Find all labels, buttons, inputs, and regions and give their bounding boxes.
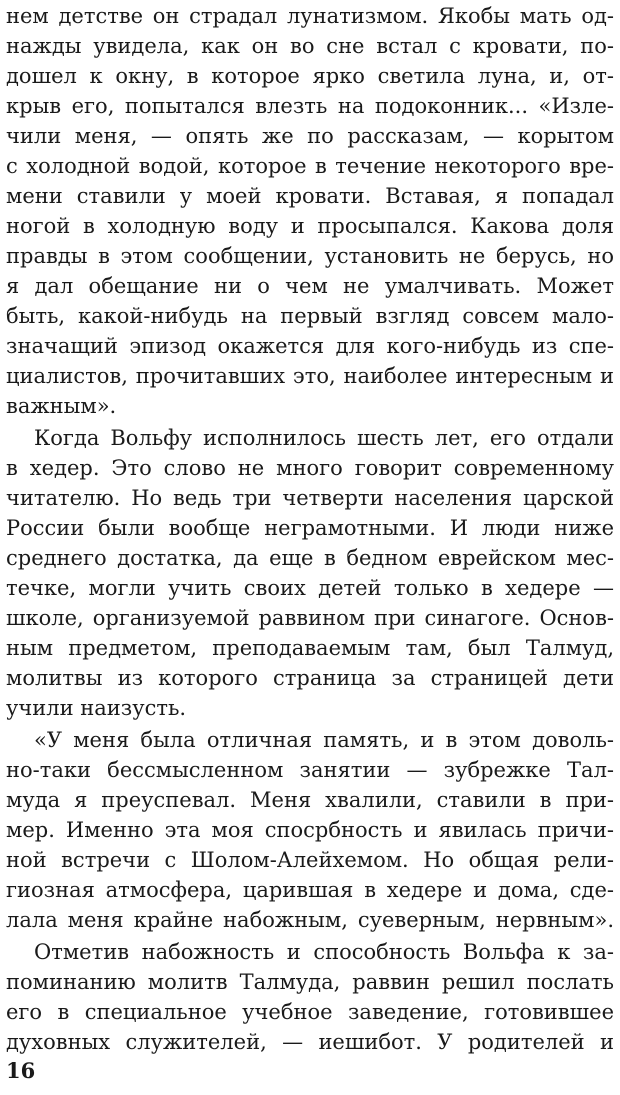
text-line: гиозная атмосфера, царившая в хедере и дома, сде- xyxy=(6,878,614,902)
paragraph-start-line: Отметив набожность и способность Вольфа к за- xyxy=(34,940,614,964)
text-line: России были вообще неграмотными. И люди ниже xyxy=(6,516,614,540)
text-line: дошел к окну, в которое ярко светила луна, и, от- xyxy=(6,64,614,88)
text-line: но-таки бессмысленном занятии — зубрежке Тал- xyxy=(6,758,614,782)
text-line: среднего достатка, да еще в бедном еврейском мес- xyxy=(6,546,614,570)
text-line: муда я преуспевал. Меня хвалили, ставили в при- xyxy=(6,788,614,812)
text-line: с холодной водой, которое в течение некоторого вре- xyxy=(6,154,614,178)
text-line: я дал обещание ни о чем не умалчивать. Может xyxy=(6,274,614,298)
text-line: ным предметом, преподаваемым там, был Талмуд, xyxy=(6,636,614,660)
text-line: ногой в холодную воду и просыпался. Какова доля xyxy=(6,214,614,238)
paragraph-end-line: важным». xyxy=(6,394,117,418)
paragraph-end-line: учили наизусть. xyxy=(6,696,187,720)
paragraph-end-line: лала меня крайне набожным, суеверным, нервным». xyxy=(6,908,614,932)
text-line: значащий эпизод окажется для кого-нибудь из спе- xyxy=(6,334,614,358)
text-line: поминанию молитв Талмуда, раввин решил послать xyxy=(6,970,614,994)
text-line: циалистов, прочитавших это, наиболее интересным и xyxy=(6,364,614,388)
text-line: быть, какой-нибудь на первый взгляд совсем мало- xyxy=(6,304,614,328)
text-line: школе, организуемой раввином при синагоге. Основ- xyxy=(6,606,614,630)
text-line: в хедер. Это слово не много говорит современному xyxy=(6,456,614,480)
text-line: правды в этом сообщении, установить не берусь, но xyxy=(6,244,614,268)
page-number: 16 xyxy=(6,1058,36,1083)
text-line: мени ставили у моей кровати. Вставая, я попадал xyxy=(6,184,614,208)
text-line: его в специальное учебное заведение, готовившее xyxy=(6,1000,614,1024)
text-line: чили меня, — опять же по рассказам, — корытом xyxy=(6,124,614,148)
text-line: крыв его, попытался влезть на подоконник... «Изле- xyxy=(6,94,614,118)
text-line: духовных служителей, — иешибот. У родителей и xyxy=(6,1030,614,1054)
text-line: течке, могли учить своих детей только в хедере — xyxy=(6,576,614,600)
paragraph-start-line: Когда Вольфу исполнилось шесть лет, его отдали xyxy=(34,426,614,450)
text-line: ной встречи с Шолом-Алейхемом. Но общая рели- xyxy=(6,848,614,872)
text-line: читателю. Но ведь три четверти населения царской xyxy=(6,486,614,510)
text-line: мер. Именно эта моя спосрбность и явилась причи- xyxy=(6,818,614,842)
text-line: нажды увидела, как он во сне встал с кровати, по- xyxy=(6,34,614,58)
paragraph-start-line: «У меня была отличная память, и в этом доволь- xyxy=(34,728,614,752)
text-line: молитвы из которого страница за страницей дети xyxy=(6,666,614,690)
text-line: нем детстве он страдал лунатизмом. Якобы мать од- xyxy=(6,4,614,28)
